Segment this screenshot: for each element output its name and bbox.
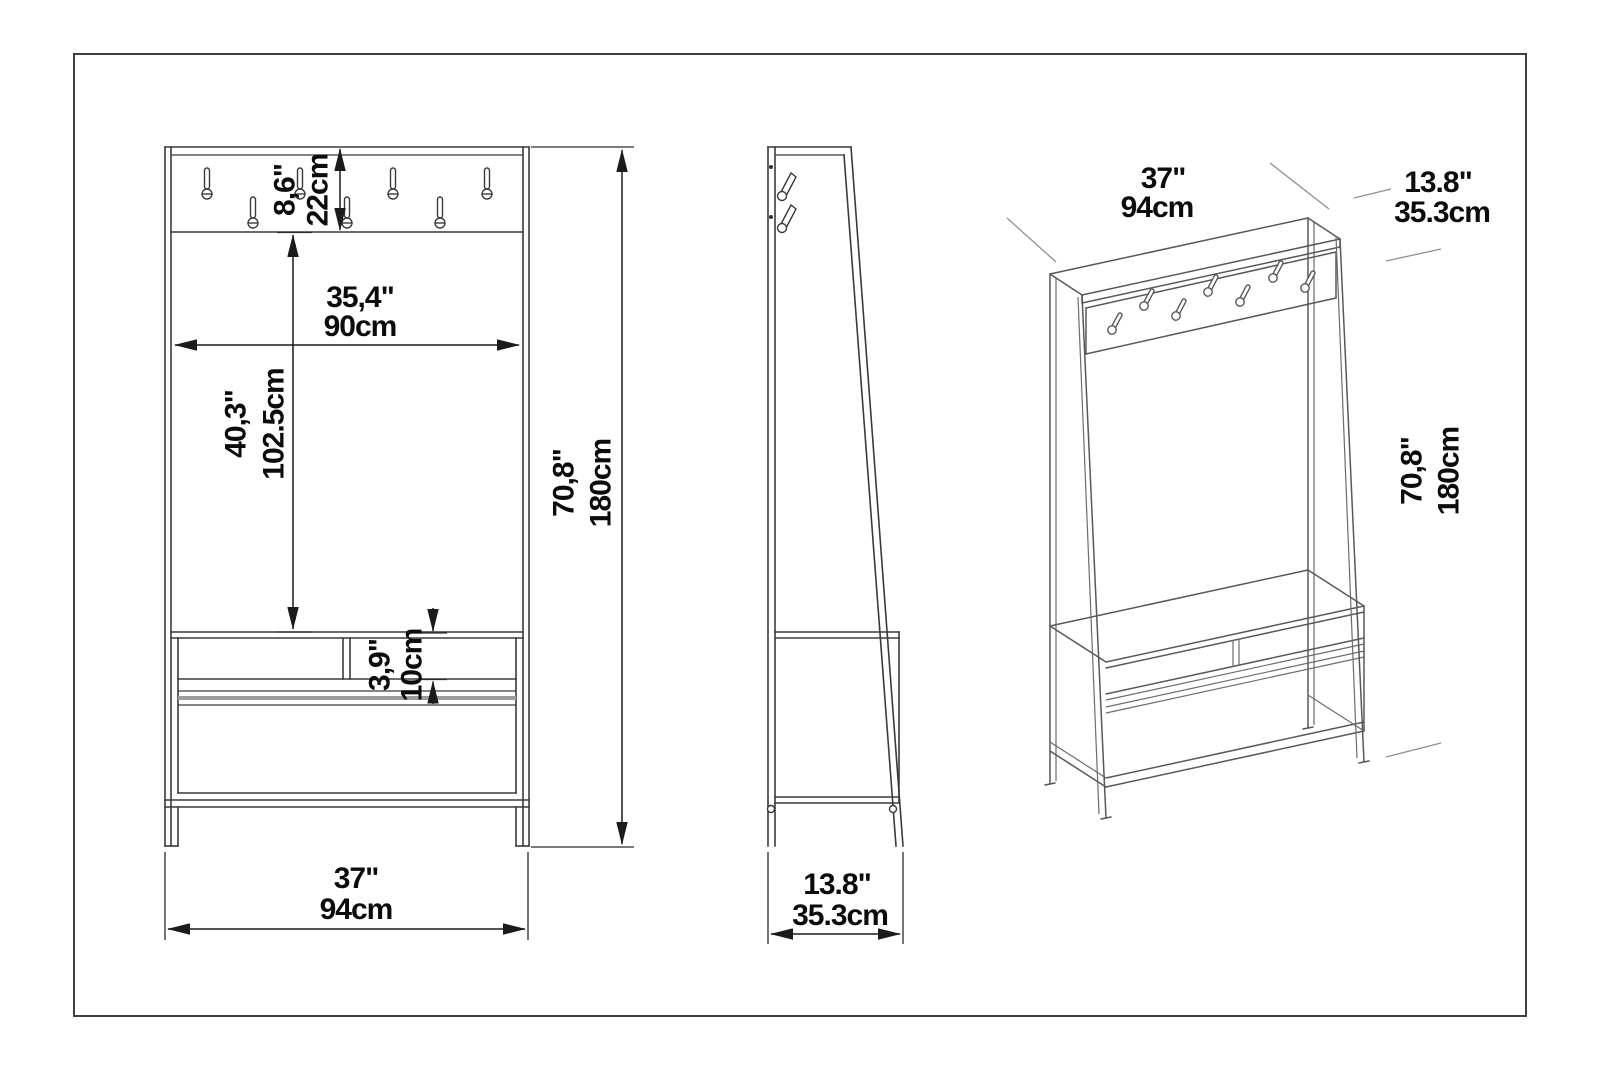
front-shelf-opening-label-in: 3,9"	[363, 639, 397, 691]
side-view-dimensions	[768, 852, 903, 944]
side-view	[768, 147, 904, 846]
isometric-view	[1007, 163, 1441, 819]
front-overall-height-label-in: 70,8"	[547, 449, 581, 517]
side-depth-label-in: 13.8"	[803, 868, 871, 901]
front-hook-panel-height-label-cm: 22cm	[301, 153, 335, 227]
front-hook-panel-height-label-in: 8,6"	[268, 164, 302, 216]
front-mid-height-label-cm: 102.5cm	[257, 368, 291, 480]
front-overall-width-label-cm: 94cm	[319, 893, 393, 926]
iso-depth-label-cm: 35.3cm	[1394, 196, 1490, 229]
iso-width-label-in: 37"	[1140, 162, 1186, 195]
foot-mount-icon	[890, 806, 897, 813]
side-depth-label-cm: 35.3cm	[792, 899, 888, 932]
front-inner-width-label-in: 35,4"	[326, 281, 394, 314]
coat-hook-icon	[1234, 283, 1252, 307]
front-overall-width-label-in: 37"	[333, 862, 379, 895]
iso-height-label-in: 70,8"	[1395, 437, 1429, 505]
front-shelf-opening-label-cm: 10cm	[395, 628, 429, 702]
iso-coat-hooks	[1106, 259, 1317, 335]
coat-hook-icon	[202, 168, 213, 199]
coat-hook-icon	[248, 197, 259, 228]
front-view	[165, 147, 529, 846]
front-overall-height-label-cm: 180cm	[584, 438, 618, 528]
front-inner-width-label-cm: 90cm	[323, 310, 397, 343]
coat-hook-icon	[435, 197, 446, 228]
coat-hook-icon	[342, 197, 353, 228]
coat-hook-icon	[1106, 311, 1124, 335]
iso-width-label-cm: 94cm	[1120, 191, 1194, 224]
coat-hook-icon	[388, 168, 399, 199]
side-coat-hooks	[769, 165, 796, 233]
front-view-dimensions	[165, 147, 634, 940]
front-mid-height-label-in: 40,3"	[219, 390, 253, 458]
foot-mount-icon	[768, 806, 775, 813]
screw-dot-icon	[769, 215, 773, 219]
screw-dot-icon	[769, 165, 773, 169]
isometric-view-labels	[1121, 162, 1490, 515]
coat-hook-icon	[482, 168, 493, 199]
front-coat-hooks	[202, 168, 493, 228]
coat-hook-icon	[1170, 297, 1188, 321]
iso-height-label-cm: 180cm	[1432, 426, 1466, 516]
iso-depth-label-in: 13.8"	[1404, 166, 1472, 199]
